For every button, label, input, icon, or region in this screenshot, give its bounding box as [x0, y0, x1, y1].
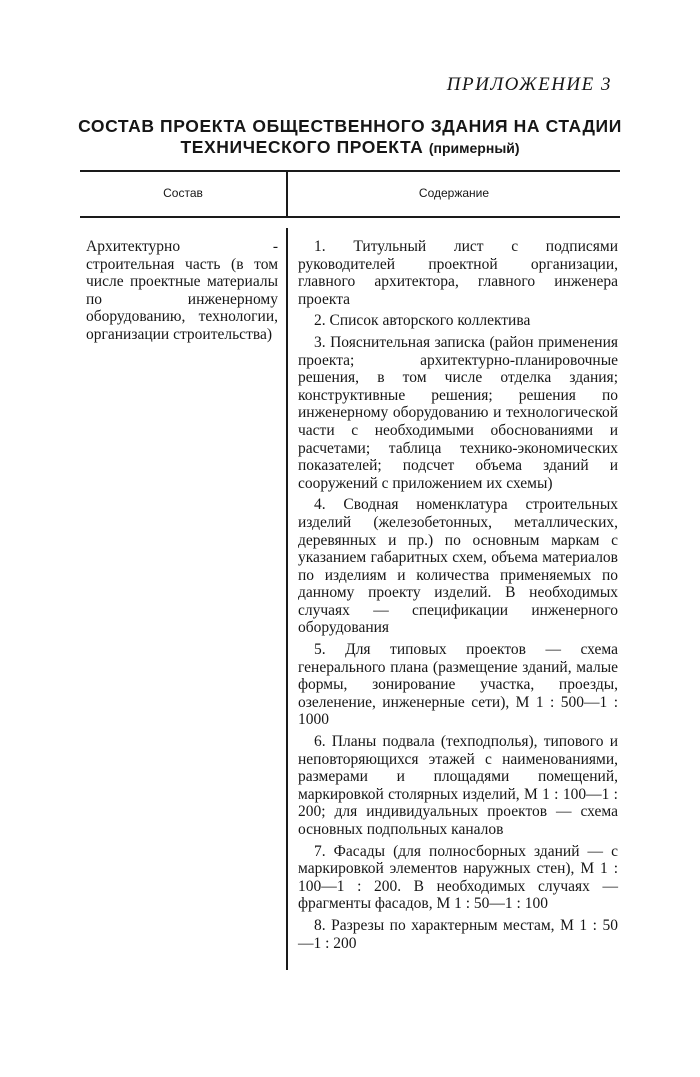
body-column-divider — [286, 228, 288, 970]
title-note: (примерный) — [428, 140, 520, 156]
content-item: 8. Разрезы по характерным местам, М 1 : 50—1 : 200 — [298, 916, 618, 952]
title-line-1: СОСТАВ ПРОЕКТА ОБЩЕСТВЕННОГО ЗДАНИЯ НА СТАДИИ — [78, 116, 622, 136]
composition-cell: Архитектурно - строительная часть (в том числе проектные материалы по инженерному оборудованию, технологии, организации строительства) — [86, 238, 278, 343]
page-title — [60, 116, 640, 159]
column-header-composition: Состав — [163, 186, 203, 200]
content-item: 4. Сводная номенклатура строительных изделий (железобетонных, металлических, деревянных и пр.) по основным маркам с указанием габаритных схем, объема материалов по изделиям и количества применяемых по данному проекту изделий. В необходимых случаях — спецификации инженерного оборудования — [298, 496, 618, 637]
content-item: 2. Список авторского коллектива — [314, 312, 531, 330]
content-item: 6. Планы подвала (техподполья), типового и неповторяющихся этажей с наименованиями, размерами и площадями помещений, маркировкой столярных изделий, М 1 : 100—1 : 200; для индивидуальных проектов — схема основных подпольных каналов — [298, 733, 618, 838]
content-list — [298, 238, 618, 956]
column-header-content: Содержание — [418, 186, 490, 200]
title-line-2: ТЕХНИЧЕСКОГО ПРОЕКТА — [180, 137, 424, 157]
content-item: 3. Пояснительная записка (район применения проекта; архитектурно-планировочные решения, в том числе отделка здания; конструктивные решения; решения по инженерному оборудованию и технологической части с необходимыми обоснованиями и расчетами; таблица технико-экономических показателей; подсчет объема зданий и сооружений с приложением их схемы) — [298, 333, 618, 492]
header-bottom-rule — [80, 216, 620, 218]
content-item: 5. Для типовых проектов — схема генерального плана (размещение зданий, малые формы, зонирование участка, проезды, озеленение, инженерные сети), М 1 : 500—1 : 1000 — [298, 641, 618, 729]
appendix-label: ПРИЛОЖЕНИЕ 3 — [446, 74, 612, 95]
table-top-rule — [80, 170, 620, 172]
content-item: 1. Титульный лист с подписями руководителей проектной организации, главного архитектора, главного инженера проекта — [298, 238, 618, 308]
content-item: 7. Фасады (для полносборных зданий — с маркировкой элементов наружных стен), М 1 : 100—1 : 200. В необходимых случаях — фрагменты фасадов, М 1 : 50—1 : 100 — [298, 842, 618, 913]
